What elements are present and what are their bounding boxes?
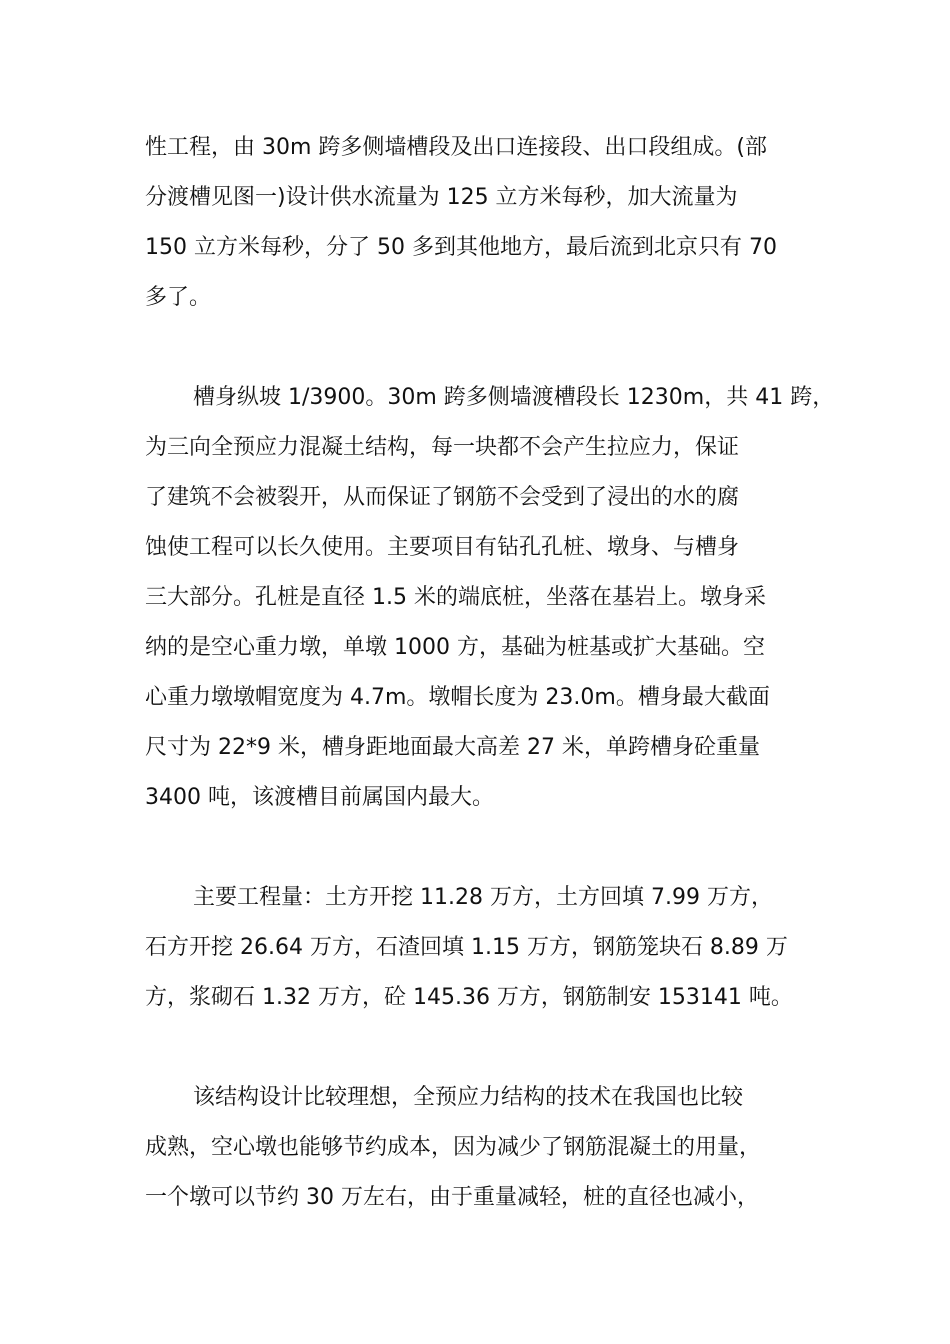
paragraph-line: 为三向全预应力混凝土结构，每一块都不会产生拉应力，保证 xyxy=(145,435,740,460)
paragraph-line: 性工程，由 30m 跨多侧墙槽段及出口连接段、出口段组成。(部 xyxy=(145,135,767,160)
paragraph-line: 主要工程量：土方开挖 11.28 万方，土方回填 7.99 万方， xyxy=(193,885,773,910)
paragraph-line: 成熟，空心墩也能够节约成本，因为减少了钢筋混凝土的用量， xyxy=(145,1135,762,1160)
paragraph-line: 该结构设计比较理想，全预应力结构的技术在我国也比较 xyxy=(193,1085,744,1110)
paragraph-line: 分渡槽见图一)设计供水流量为 125 立方米每秒，加大流量为 xyxy=(145,185,738,210)
paragraph-line: 心重力墩墩帽宽度为 4.7m。墩帽长度为 23.0m。槽身最大截面 xyxy=(145,685,770,710)
paragraph-line: 150 立方米每秒，分了 50 多到其他地方，最后流到北京只有 70 xyxy=(145,235,777,260)
paragraph-line: 了建筑不会被裂开，从而保证了钢筋不会受到了浸出的水的腐 xyxy=(145,485,740,510)
paragraph-line: 三大部分。孔桩是直径 1.5 米的端底桩，坐落在基岩上。墩身采 xyxy=(145,585,766,610)
paragraph-line: 尺寸为 22*9 米，槽身距地面最大高差 27 米，单跨槽身砼重量 xyxy=(145,735,760,760)
paragraph-2 xyxy=(145,373,835,823)
paragraph-4 xyxy=(145,1073,825,1223)
paragraph-line: 槽身纵坡 1/3900。30m 跨多侧墙渡槽段长 1230m，共 41 跨， xyxy=(193,385,835,410)
paragraph-line: 蚀使工程可以长久使用。主要项目有钻孔孔桩、墩身、与槽身 xyxy=(145,535,740,560)
paragraph-line: 方，浆砌石 1.32 万方，砼 145.36 万方，钢筋制安 153141 吨。 xyxy=(145,985,793,1010)
paragraph-line: 3400 吨，该渡槽目前属国内最大。 xyxy=(145,785,494,810)
paragraph-1 xyxy=(145,123,825,323)
paragraph-line: 纳的是空心重力墩，单墩 1000 方，基础为桩基或扩大基础。空 xyxy=(145,635,765,660)
paragraph-line: 一个墩可以节约 30 万左右，由于重量减轻，桩的直径也减小， xyxy=(145,1185,759,1210)
paragraph-line: 石方开挖 26.64 万方，石渣回填 1.15 万方，钢筋笼块石 8.89 万 xyxy=(145,935,788,960)
paragraph-3 xyxy=(145,873,825,1023)
paragraph-line: 多了。 xyxy=(145,285,212,310)
